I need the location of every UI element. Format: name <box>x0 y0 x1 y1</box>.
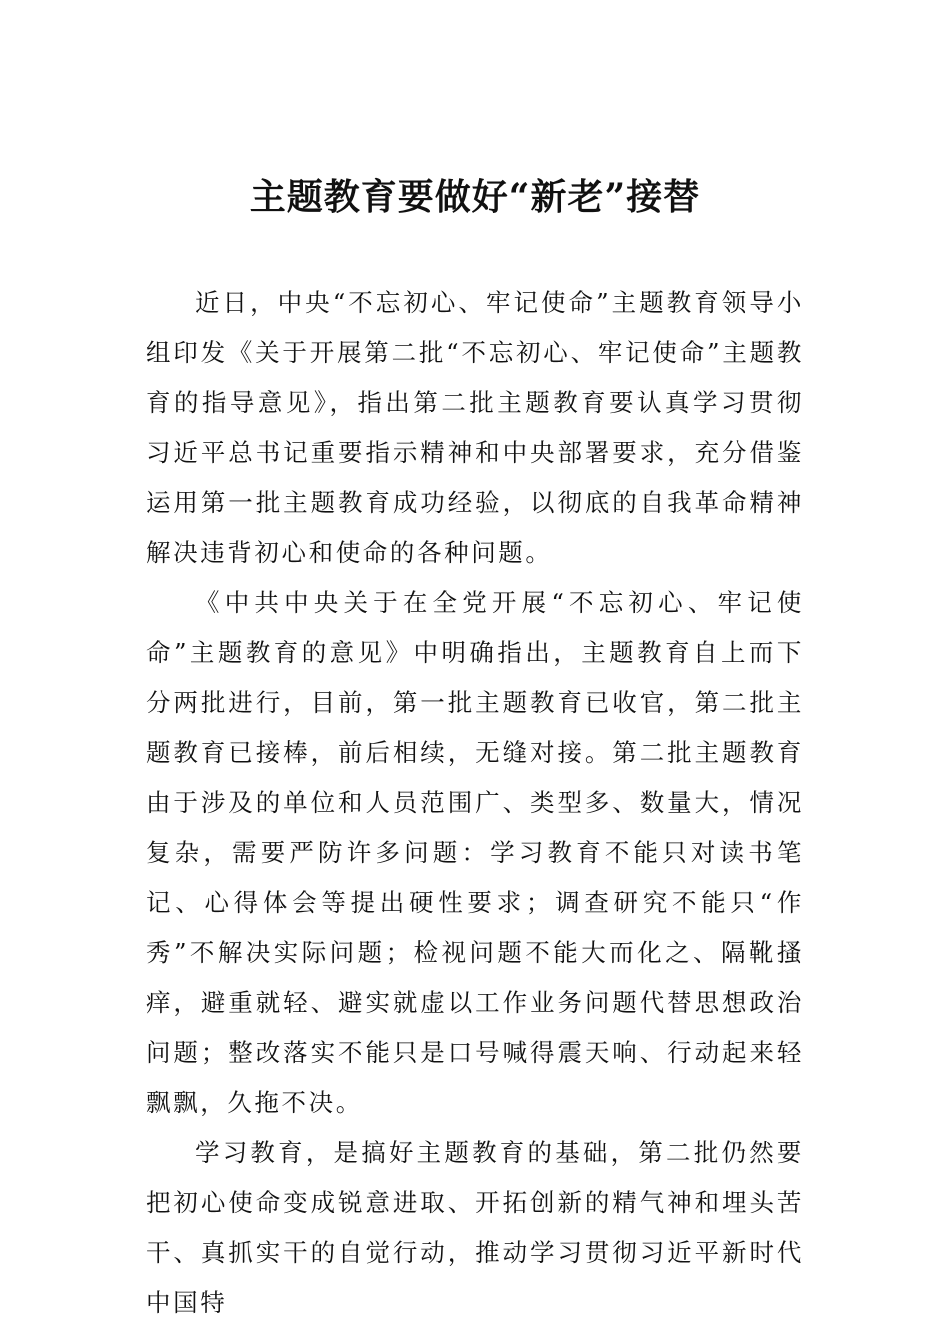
paragraph-1: 近日，中央“不忘初心、牢记使命”主题教育领导小组印发《关于开展第二批“不忘初心、牢记使命”主题教育的指导意见》，指出第二批主题教育要认真学习贯彻习近平总书记重要指示精神和中央部署要求，充分借鉴运用第一批主题教育成功经验，以彻底的自我革命精神解决违背初心和使命的各种问题。 <box>146 288 804 567</box>
paragraph-3: 学习教育，是搞好主题教育的基础，第二批仍然要把初心使命变成锐意进取、开拓创新的精气神和埋头苦干、真抓实干的自觉行动，推动学习贯彻习近平新时代中国特 <box>146 1138 804 1317</box>
paragraph-2: 《中共中央关于在全党开展“不忘初心、牢记使命”主题教育的意见》中明确指出，主题教育自上而下分两批进行，目前，第一批主题教育已收官，第二批主题教育已接棒，前后相续，无缝对接。第二批主题教育由于涉及的单位和人员范围广、类型多、数量大，情况复杂，需要严防许多问题：学习教育不能只对读书笔记、心得体会等提出硬性要求；调查研究不能只“作秀”不解决实际问题；检视问题不能大而化之、隔靴搔痒，避重就轻、避实就虚以工作业务问题代替思想政治问题；整改落实不能只是口号喊得震天响、行动起来轻飘飘，久拖不决。 <box>146 588 804 1117</box>
document-body <box>146 278 804 1328</box>
document-title: 主题教育要做好“新老”接替 <box>249 176 701 218</box>
